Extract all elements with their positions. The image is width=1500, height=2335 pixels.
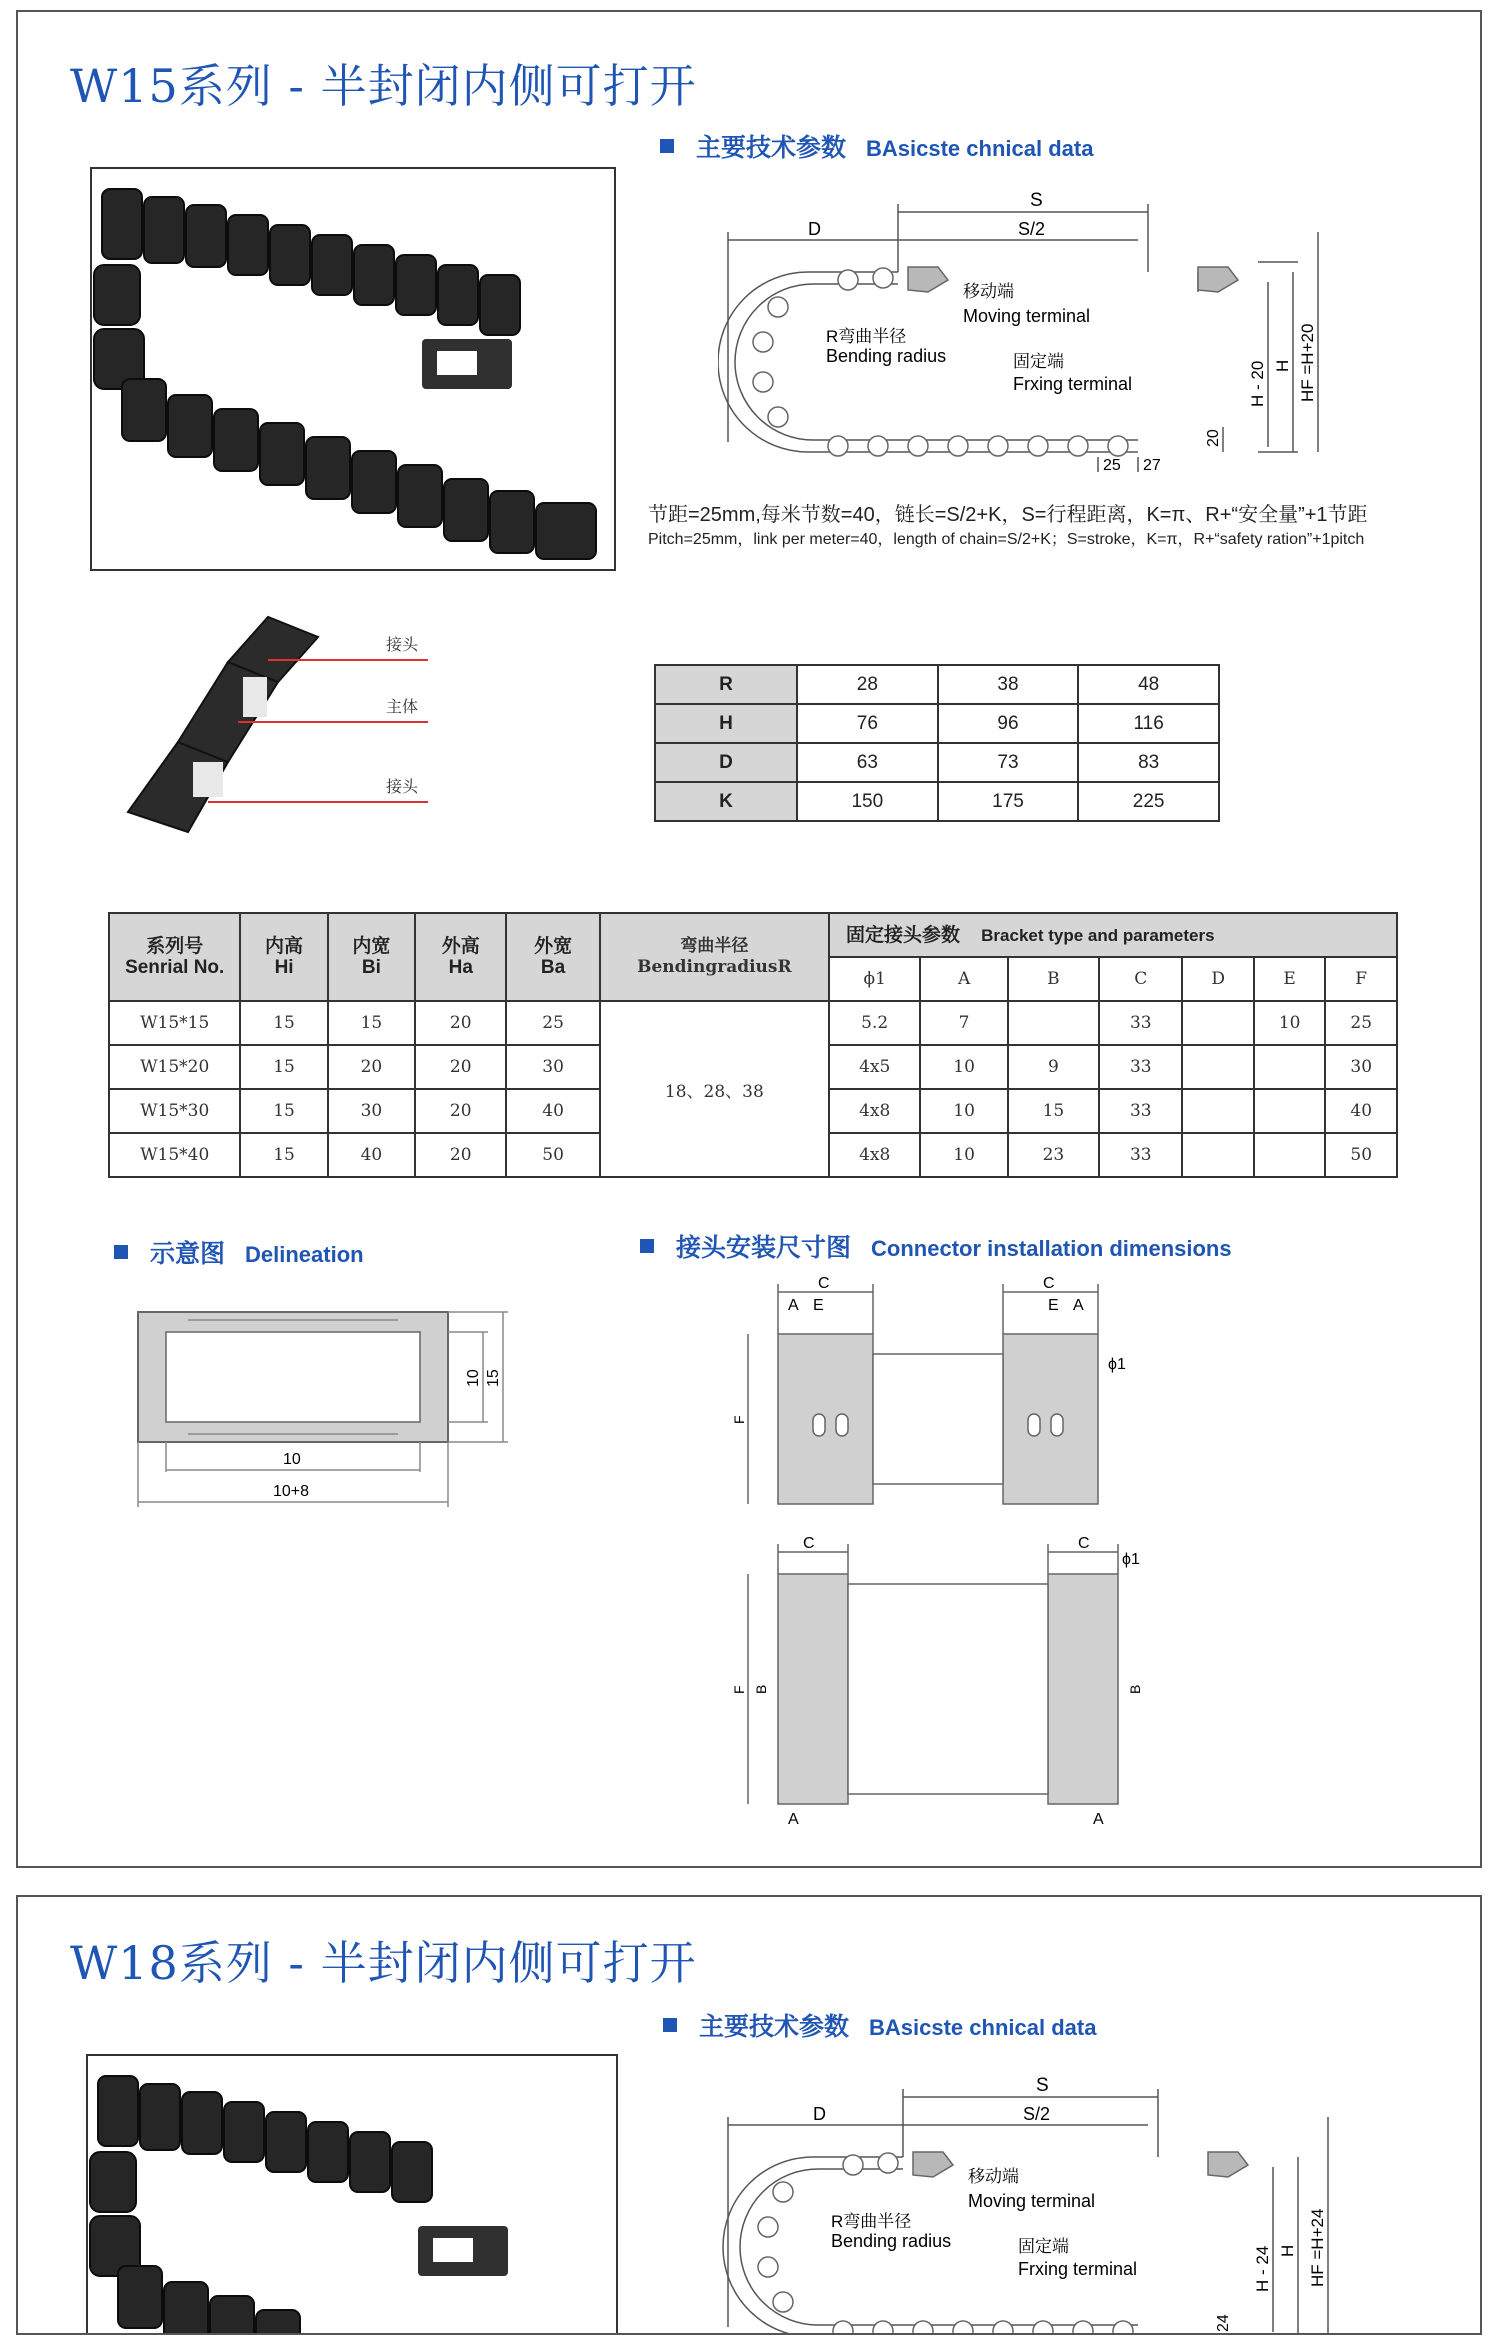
header-ba: 外宽 Ba — [506, 913, 599, 1001]
conn-b-label-2: B — [1127, 1684, 1143, 1694]
dim-24-label: 24 — [1215, 2314, 1232, 2332]
conn-phi-label-1: ϕ1 — [1108, 1356, 1126, 1373]
w15-connector-drawing — [708, 1274, 1188, 1854]
dim-s-label: S — [1036, 2075, 1049, 2096]
w18-chain-photo — [86, 2054, 618, 2335]
header-bracket: 固定接头参数 Bracket type and parameters — [829, 913, 1397, 957]
conn-c-label-4: C — [1078, 1535, 1090, 1552]
moving-cn-label: 移动端 — [968, 2167, 1019, 2186]
fixed-cn-label: 固定端 — [1018, 2237, 1069, 2256]
dim-h-label: H — [1278, 2244, 1297, 2257]
table-row: D 63 73 83 — [655, 743, 1219, 782]
conn-f-label-2: F — [731, 1685, 747, 1694]
dim-h-minus-label: H - 24 — [1253, 2245, 1272, 2292]
table-row: H 76 96 116 — [655, 704, 1219, 743]
dim-10-horizontal: 10 — [283, 1451, 301, 1468]
fixed-en-label: Frxing terminal — [1018, 2259, 1138, 2279]
note-cn: 节距=25mm,每米节数=40，链长=S/2+K，S=行程距离，K=π、R+“安全量”+1节距 — [648, 504, 1368, 526]
conn-a-label-3: A — [788, 1811, 799, 1828]
conn-e-label-2: E — [1048, 1297, 1059, 1314]
square-bullet-icon — [663, 2018, 677, 2032]
header-radius: 弯曲半径 BendingradiusR — [600, 913, 829, 1001]
radius-values: 18、28、38 — [600, 1001, 829, 1177]
w15-bending-diagram — [718, 172, 1358, 472]
conn-e-label-1: E — [813, 1297, 824, 1314]
header-ha: 外高 Ha — [415, 913, 506, 1001]
w15-link-illustration — [118, 612, 458, 852]
radius-cn-label: R弯曲半径 — [826, 327, 907, 346]
dim-hf-label: HF =H+24 — [1308, 2208, 1327, 2287]
moving-cn-label: 移动端 — [963, 282, 1014, 301]
table-row: R 28 38 48 — [655, 665, 1219, 704]
dim-10p8-horizontal: 10+8 — [273, 1483, 310, 1500]
w15-pitch-note — [648, 502, 1408, 551]
w15-radius-table — [654, 664, 1220, 822]
w18-title: W18系列 - 半封闭内侧可打开 — [70, 1936, 697, 1990]
dim-d-label: D — [808, 219, 821, 239]
dim-25-label: 25 — [1103, 457, 1121, 472]
drag-chain-image — [88, 2056, 616, 2335]
conn-f-label-1: F — [731, 1415, 747, 1424]
table-row: W15*15 15 15 20 25 18、28、38 5.2 7 33 10 25 — [109, 1001, 1397, 1045]
conn-a-label-4: A — [1093, 1811, 1104, 1828]
conn-c-label-2: C — [1043, 1275, 1055, 1292]
w15-connector-heading: 接头安装尺寸图 Connector installation dimensions — [640, 1228, 1232, 1264]
square-bullet-icon — [640, 1239, 654, 1253]
square-bullet-icon — [114, 1245, 128, 1259]
radius-cn-label: R弯曲半径 — [831, 2212, 912, 2231]
radius-en-label: Bending radius — [831, 2231, 952, 2251]
w18-tech-heading: 主要技术参数 BAsicste chnical data — [663, 2007, 1096, 2043]
table-row: K 150 175 225 — [655, 782, 1219, 821]
dim-hf-label: HF =H+20 — [1298, 323, 1317, 402]
conn-b-label-1: B — [753, 1684, 769, 1694]
conn-c-label-3: C — [803, 1535, 815, 1552]
dim-27-label: 27 — [1143, 457, 1161, 472]
conn-phi-label-2: ϕ1 — [1122, 1551, 1140, 1568]
drag-chain-image — [92, 169, 614, 569]
dim-10-vertical: 10 — [465, 1369, 482, 1387]
w15-delineation-heading: 示意图 Delineation — [114, 1234, 364, 1270]
conn-c-label-1: C — [818, 1275, 830, 1292]
moving-en-label: Moving terminal — [963, 306, 1091, 326]
header-series: 系列号 Senrial No. — [109, 913, 240, 1001]
label-joint-bottom: 接头 — [386, 779, 419, 796]
w15-tech-heading: 主要技术参数 BAsicste chnical data — [660, 128, 1093, 164]
w15-chain-photo — [90, 167, 616, 571]
moving-en-label: Moving terminal — [968, 2191, 1096, 2211]
w15-spec-table: 系列号 Senrial No. 内高 Hi 内宽 Bi 外高 Ha 外宽 Ba 弯曲半径 BendingradiusR 固定接头参数 Bracket type and parameters ϕ1 A B C D E F W15*15 15 15 20 25 18、28、38 5.2 7 33 10 25 W15*20 15 20 20 30 4x5 10 9 33 30 W15*30 15 30 20 40 4x8 10 15 33 40 W15*40 15 40 20 50 4x8 10 23 33 50 — [108, 912, 1398, 1178]
w18-bending-diagram — [718, 2057, 1358, 2335]
label-body: 主体 — [386, 699, 419, 716]
dim-h-minus-label: H - 20 — [1248, 360, 1267, 407]
dim-s2-label: S/2 — [1023, 2104, 1051, 2124]
w18-panel — [16, 1895, 1482, 2335]
dim-20-label: 20 — [1205, 429, 1222, 447]
table-row: W15*20 15 20 20 30 4x5 10 9 33 30 — [109, 1045, 1397, 1089]
radius-en-label: Bending radius — [826, 346, 947, 366]
dim-d-label: D — [813, 2104, 826, 2124]
dim-15-vertical: 15 — [485, 1369, 502, 1387]
table-row: W15*30 15 30 20 40 4x8 10 15 33 40 — [109, 1089, 1397, 1133]
label-joint-top: 接头 — [386, 637, 419, 654]
w15-panel — [16, 10, 1482, 1868]
conn-a-label-2: A — [1073, 1297, 1084, 1314]
w15-delineation-drawing — [118, 1292, 538, 1522]
conn-a-label-1: A — [788, 1297, 799, 1314]
dim-s2-label: S/2 — [1018, 219, 1046, 239]
table-row: W15*40 15 40 20 50 4x8 10 23 33 50 — [109, 1133, 1397, 1177]
square-bullet-icon — [660, 139, 674, 153]
w15-title: W15系列 - 半封闭内侧可打开 — [70, 59, 697, 113]
dim-h-label: H — [1273, 359, 1292, 372]
header-hi: 内高 Hi — [240, 913, 327, 1001]
fixed-en-label: Frxing terminal — [1013, 374, 1133, 394]
dim-s-label: S — [1030, 190, 1043, 211]
fixed-cn-label: 固定端 — [1013, 352, 1064, 371]
header-bi: 内宽 Bi — [328, 913, 415, 1001]
note-en: Pitch=25mm，link per meter=40，length of chain=S/2+K；S=stroke，K=π，R+“safety ration”+1pitch — [648, 531, 1365, 548]
